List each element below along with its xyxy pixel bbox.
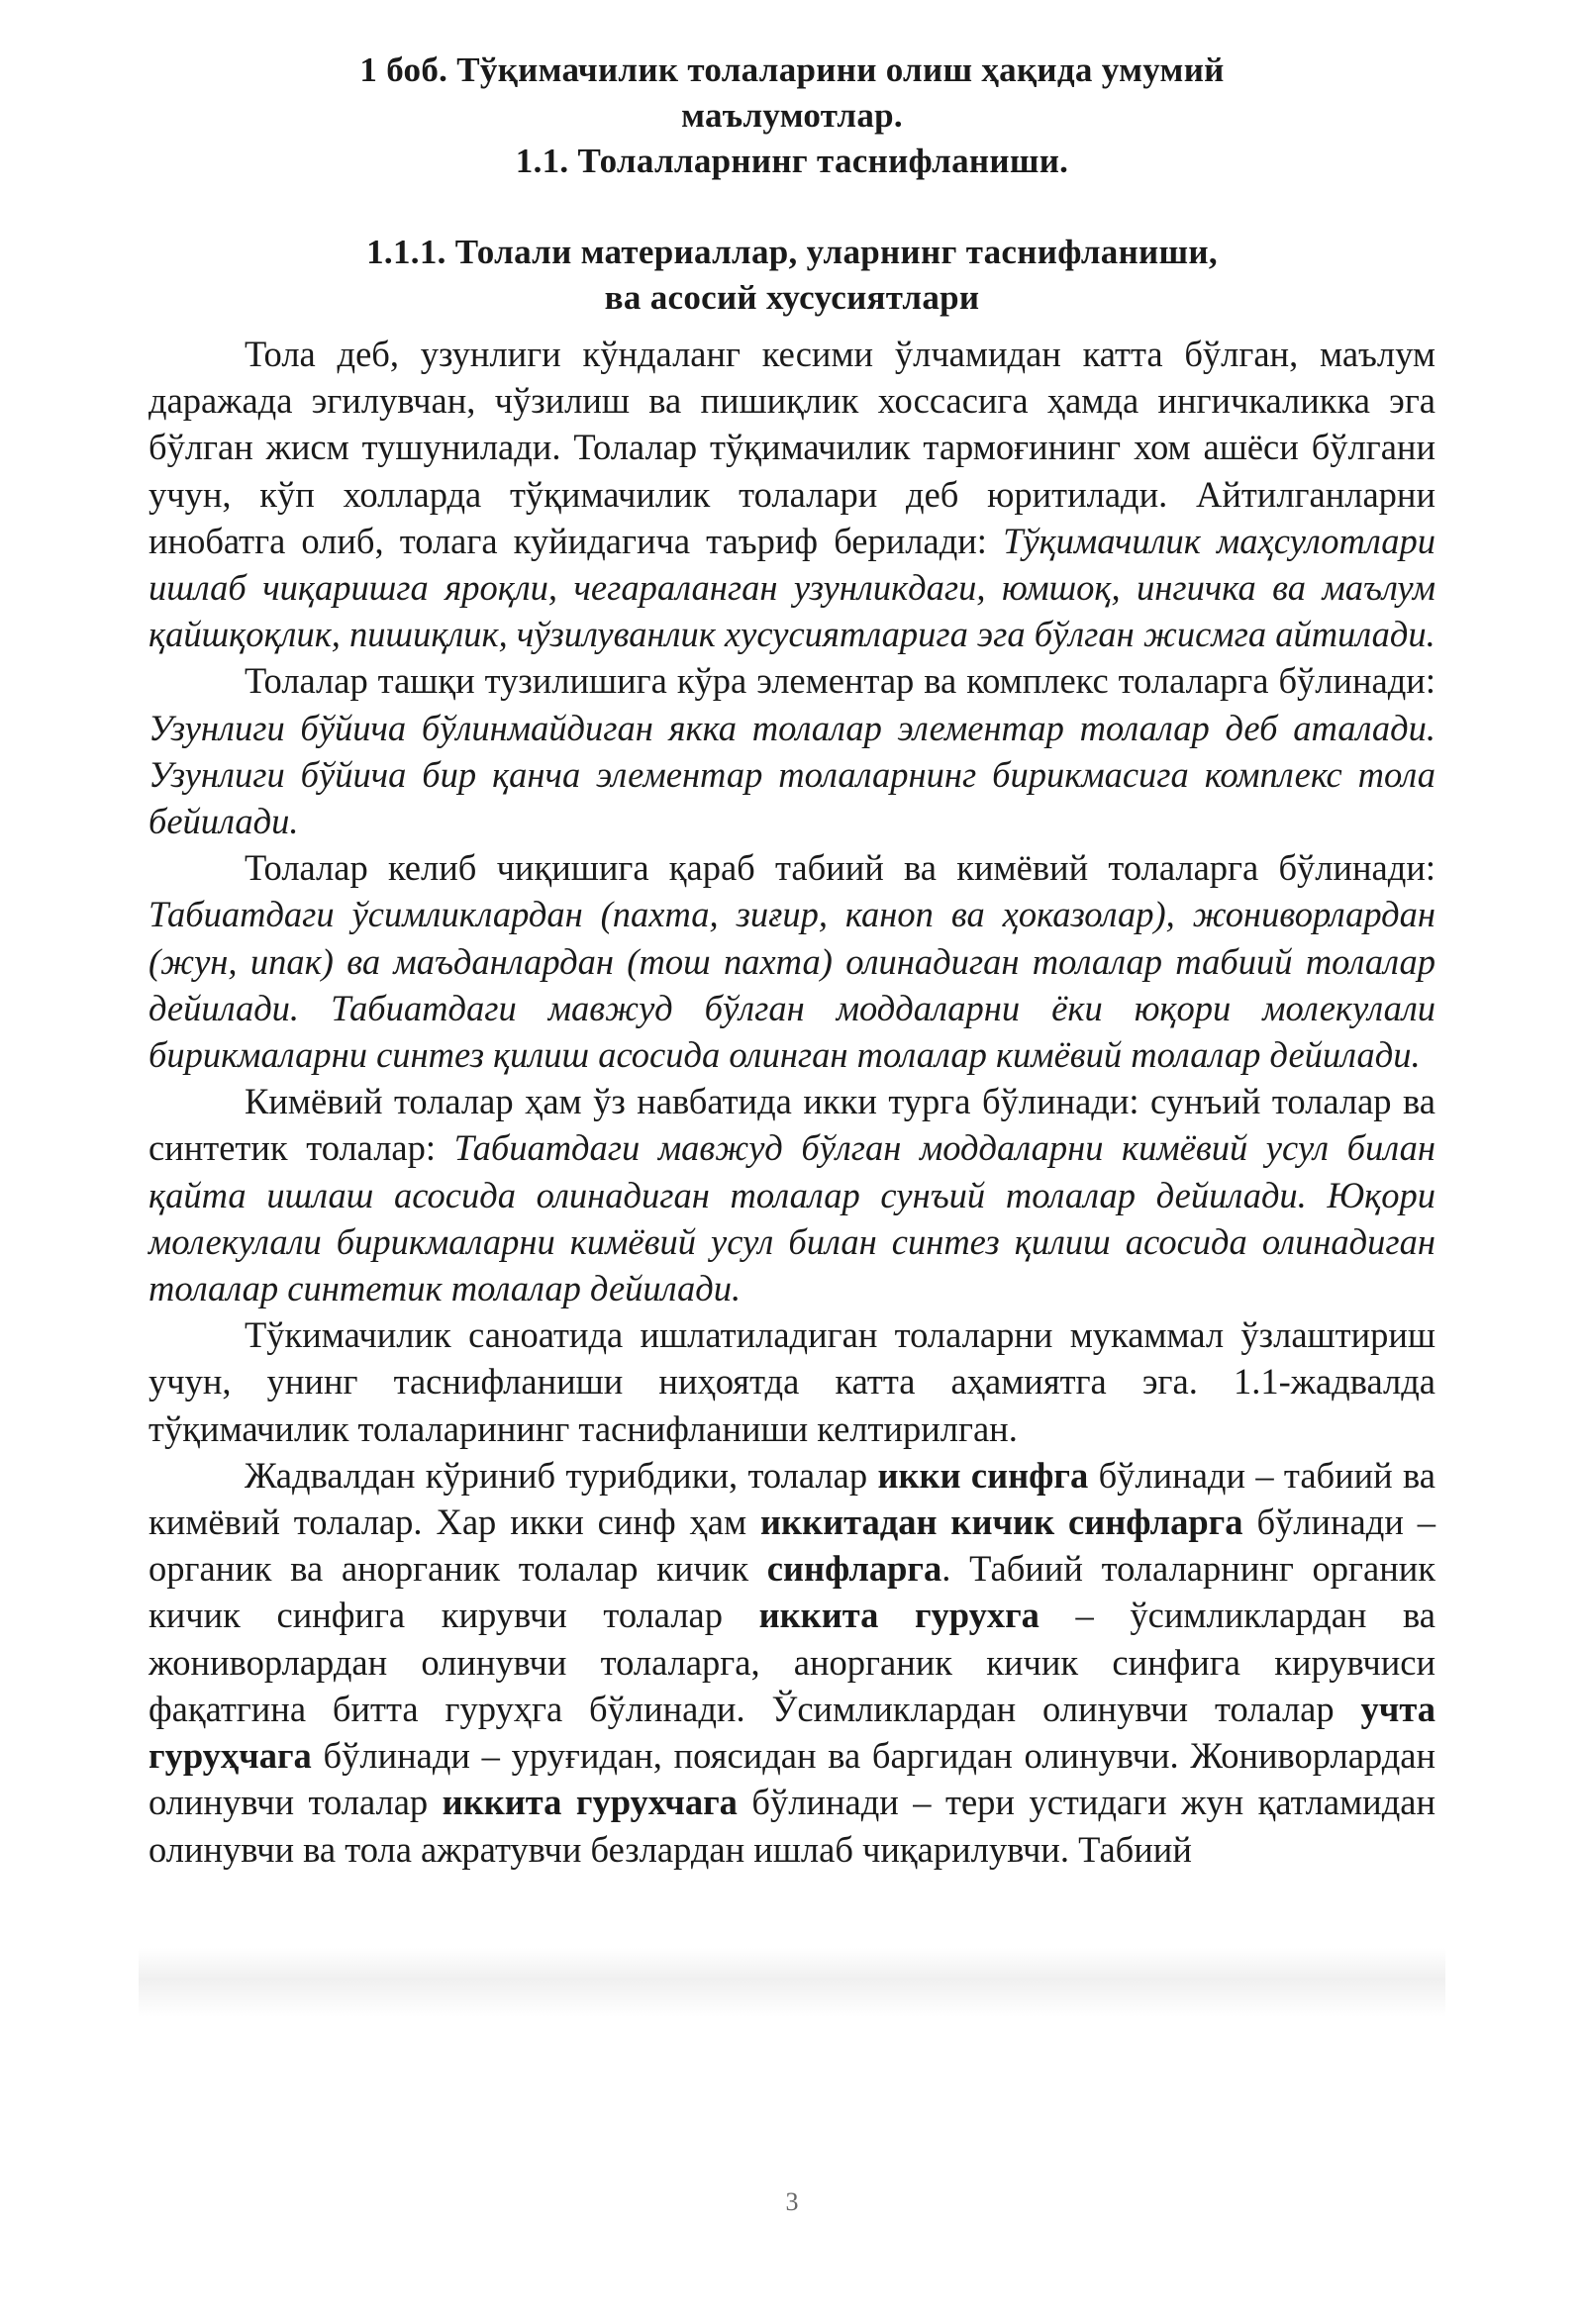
p2-italic: Узунлиги бўйича бўлинмайдиган якка толалар элементар толалар деб аталади. Узунлиги бўйича бир қанча элементар толаларнинг бирикмасига комплекс тола бейилади. xyxy=(148,707,1436,842)
p6-bold-3: синфларга xyxy=(766,1548,942,1590)
p6-text-3: бўлинади – органик ва анорганик толалар кичик xyxy=(148,1501,1436,1590)
p3-italic: Табиатдаги ўсимликлардан (пахта, зиғир, каноп ва ҳоказолар), жониворлардан (жун, ипак) ва маъданлардан (тош пахта) олинадиган толалар табиий толалар дейилади. Табиатдаги мавжуд бўлган моддаларни ёки юқори молекулали бирикмаларни синтез қилиш асосида олинган толалар кимёвий толалар дейилади. xyxy=(148,894,1436,1076)
paragraph-table-explanation xyxy=(148,1452,1436,1873)
paragraph-structure xyxy=(148,657,1436,844)
scan-blur-band xyxy=(139,1948,1445,2017)
chapter-title-line-2: маълумотлар. xyxy=(681,96,903,135)
page-number: 3 xyxy=(785,2187,799,2216)
paragraph-classification-importance xyxy=(148,1311,1436,1452)
p3-plain: Толалар келиб чиқишига қараб табиий ва кимёвий толаларга бўлинади: xyxy=(245,847,1436,889)
p6-text-2: бўлинади – табиий ва кимёвий толалар. Хар икки синф ҳам xyxy=(148,1454,1436,1543)
p6-text-4: . Табиий толаларнинг органик кичик синфига кирувчи толалар xyxy=(148,1548,1436,1636)
p1-definition-italic: Тўқимачилик маҳсулотлари ишлаб чиқаришга яроқли, чегараланган узунликдаги, юмшоқ, ингичка ва маълум қайшқоқлик, пишиқлик, чўзилуванлик хусусиятларига эга бўлган жисмга айтилади. xyxy=(148,520,1436,655)
p6-text-7: бўлинади – тери устидаги жун қатламидан олинувчи ва тола ажратувчи безлардан ишлаб чиқарилувчи. Табиий xyxy=(148,1782,1436,1870)
p2-plain: Толалар ташқи тузилишига кўра элементар ва комплекс толаларга бўлинади: xyxy=(245,660,1436,702)
p6-bold-4: иккита гурухга xyxy=(758,1595,1040,1636)
paragraph-origin xyxy=(148,844,1436,1078)
p6-bold-2: иккитадан кичик синфларга xyxy=(760,1501,1243,1543)
heading-block xyxy=(148,48,1436,321)
body-text xyxy=(148,331,1436,1873)
p5-plain: Тўкимачилик саноатида ишлатиладиган толаларни мукаммал ўзлаштириш учун, унинг таснифланиши ниҳоятда катта аҳамиятга эга. 1.1-жадвалда тўқимачилик толаларининг таснифланиши келтирилган. xyxy=(148,1314,1436,1449)
p6-bold-5: учта гуруҳчага xyxy=(148,1688,1436,1777)
p4-plain: Кимёвий толалар ҳам ўз навбатида икки турга бўлинади: сунъий толалар ва синтетик толалар: xyxy=(148,1081,1436,1169)
p1-plain: Тола деб, узунлиги кўндаланг кесими ўлчамидан катта бўлган, маълум даражада эгилувчан, чўзилиш ва пишиқлик хоссасига ҳамда ингичкаликка эга бўлган жисм тушунилади. Толалар тўқимачилик тармоғининг хом ашёси бўлгани учун, кўп холларда тўқимачилик толалари деб юритилади. Айтилганларни инобатга олиб, толага куйидагича таъриф берилади: xyxy=(148,334,1436,561)
paragraph-fiber-definition xyxy=(148,331,1436,657)
subsection-title-line-2: ва асосий хусусиятлари xyxy=(604,278,980,317)
p4-italic: Табиатдаги мавжуд бўлган моддаларни кимёвий усул билан қайта ишлаш асосида олинадиган толалар сунъий толалар дейилади. Юқори молекулали бирикмаларни кимёвий усул билан синтез қилиш асосида олинадиган толалар синтетик толалар дейилади. xyxy=(148,1127,1436,1309)
p6-bold-1: икки синфга xyxy=(877,1454,1089,1496)
p6-text-1: Жадвалдан кўриниб турибдики, толалар xyxy=(245,1454,868,1496)
p6-bold-6: иккита гурухчага xyxy=(442,1782,738,1823)
paragraph-chemical-fibers xyxy=(148,1078,1436,1311)
subsection-title-line-1: 1.1.1. Толали материаллар, уларнинг таснифланиши, xyxy=(366,233,1218,271)
chapter-title-line-1: 1 боб. Тўқимачилик толаларини олиш ҳақида умумий xyxy=(359,50,1225,89)
p6-text-6: бўлинади – уруғидан, поясидан ва баргидан олинувчи. Жониворлардан олинувчи толалар xyxy=(148,1735,1436,1823)
section-title: 1.1. Толалларнинг таснифланиши. xyxy=(515,142,1069,180)
p6-text-5: – ўсимликлардан ва жониворлардан олинувчи толаларга, анорганик кичик синфига кирувчиси фақатгина битта гуруҳга бўлинади. Ўсимликлардан олинувчи толалар xyxy=(148,1595,1436,1729)
